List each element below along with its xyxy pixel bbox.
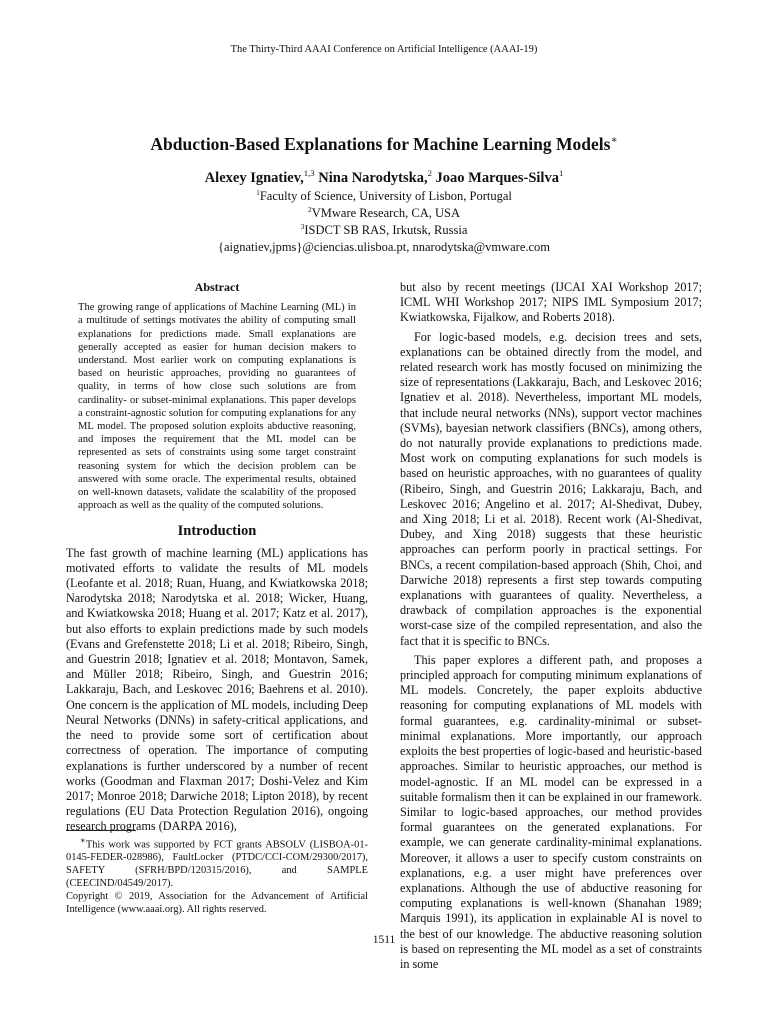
body-paragraph: This paper explores a different path, and proposes a principled approach for computing minimum explanations of ML models. Concretely, the paper exploits abductive reasoning for computing explanations of ML models with formal guarantees, e.g. cardinality-minimal or subset-minimal explanations. More importantly, our approach exploits the best properties of logic-based and heuristic-based approaches. Similar to heuristic approaches, our method is model-agnostic. If an ML model can be expressed in a suitable formalism then it can be explained in our framework. Similar to logic-based approaches, our method provides formal guarantees on the generated explanations. For example, we can generate cardinality-minimal explanations. Moreover, it allows a user to specify custom constraints on explanations, e.g. a user might have preferences over explanations. Although the use of abductive reasoning for computing explanations is well-known (Shanahan 1989; Marquis 1991), its application in explainable AI is novel to the best of our knowledge. The abductive reasoning solution is based on representing the ML model as a set of constraints in some [400,652,702,971]
affiliation [0,205,768,222]
author-name: Alexey Ignatiev, [204,170,304,186]
affiliation [0,188,768,205]
body-paragraph: For logic-based models, e.g. decision trees and sets, explanations can be obtained directly from the model, and related research work has mostly focused on minimizing the size of representations (Lakkaraju, Bach, and Leskovec 2016; Ignatiev et al. 2018). Nevertheless, important ML models, that include neural networks (NNs), support vector machines (SVMs), bayesian network classifiers (BNCs), among others, do not naturally provide explanations to predictions made. Most work on computing explanations for such models is based on heuristic approaches, with no guarantees of quality (Ribeiro, Singh, and Guestrin 2016; Lakkaraju, Bach, and Leskovec 2016; Angelino et al. 2017; Al-Shedivat, Dubey, and Xing 2018; Li et al. 2018). Recent work (Al-Shedivat, Dubey, and Xing 2018) suggests that these heuristic approaches can perform poorly in practical settings. For BNCs, a recent compilation-based approach (Shih, Choi, and Darwiche 2018) represents a first step towards computing explanations with guarantees of quality. Nevertheless, a drawback of compilation approaches is the exponential worst-case size of the compiled representation, and also the fact that it is specific to BNCs. [400,329,702,648]
introduction-heading: Introduction [177,523,257,540]
title-footnote-mark: ∗ [610,135,618,147]
author-name: Joao Marques-Silva [431,170,559,186]
affil-text: ISDCT SB RAS, Irkutsk, Russia [304,223,468,237]
conference-header: The Thirty-Third AAAI Conference on Artificial Intelligence (AAAI-19) [230,44,538,55]
affil-mark: 1 [256,187,260,197]
affil-text: Faculty of Science, University of Lisbon, Portugal [259,189,512,203]
author-affil-mark: 2 [427,168,432,179]
copyright-note: Copyright © 2019, Association for the Advancement of Artificial Intelligence (www.aaai.org). All rights reserved. [66,891,368,916]
right-column [400,280,702,972]
funding-text: This work was supported by FCT grants ABSOLV (LISBOA-01-0145-FEDER-028986), FaultLocker (PTDC/CCI-COM/29300/2017), SAFETY (SFRH/BPD/120315/2016), and SAMPLE (CEECIND/04549/2017). [66,839,368,890]
footnote [66,830,368,916]
page-number: 1511 [372,934,396,946]
author-affil-mark: 1 [558,168,564,179]
affil-mark: 3 [300,221,305,231]
intro-paragraph: The fast growth of machine learning (ML) applications has motivated efforts to validate the results of ML models (Leofante et al. 2018; Ruan, Huang, and Kwiatkowska 2018; Narodytska 2018; Narodytska et al. 2018; Wicker, Huang, and Kwiatkowska 2018; Huang et al. 2017; Katz et al. 2017), but also efforts to explain predictions made by such models (Evans and Grefenstette 2018; Li et al. 2018; Ribeiro, Singh, and Guestrin 2018; Ignatiev et al. 2018; Montavon, Samek, and Müller 2018; Ribeiro, Singh, and Guestrin 2016; Lakkaraju, Bach, and Leskovec 2016; Baehrens et al. 2010). One concern is the application of ML models, including Deep Neural Networks (DNNs) in safety-critical applications, and the need to provide some sort of certification about correctness of operation. The importance of computing explanations is further underscored by a number of recent works (Goodman and Flaxman 2017; Doshi-Velez and Kim 2017; Monroe 2018; Darwiche 2018; Lipton 2018), by recent regulations (EU Data Protection Regulation 2016), ongoing research programs (DARPA 2016), [66,545,368,834]
affil-text: VMware Research, CA, USA [311,206,460,220]
author-affil-mark: 1,3 [303,168,315,179]
affil-mark: 2 [308,204,312,214]
author-list [0,170,768,187]
abstract-text: The growing range of applications of Machine Learning (ML) in a multitude of settings motivates the ability of computing small explanations for predictions made. Small explanations are generally accepted as easier for human decision makers to understand. Most earlier work on computing explanations is based on heuristic approaches, providing no guarantees of quality, in terms of how close such solutions are from cardinality- or subset-minimal explanations. This paper develops a constraint-agnostic solution for computing explanations for any ML model. The proposed solution exploits abductive reasoning, and imposes the requirement that the ML model can be represented as sets of constraints using some target constraint reasoning system for which the decision problem can be answered with some oracle. The experimental results, obtained on well-known datasets, validate the scalability of the proposed approach as well as the quality of the computed solutions. [78,302,356,512]
abstract-heading: Abstract [194,280,240,294]
footnote-rule [66,830,136,831]
title-text: Abduction-Based Explanations for Machine Learning Models [150,134,611,154]
affiliation [0,222,768,239]
funding-note [66,834,368,890]
paper-title [0,134,768,155]
body-paragraph: but also by recent meetings (IJCAI XAI Workshop 2017; ICML WHI Workshop 2017; NIPS IML Symposium 2017; Kwiatkowska, Fijalkow, and Roberts 2018). [400,280,702,325]
footnote-mark: ∗ [80,835,86,845]
author-name: Nina Narodytska, [314,170,428,186]
left-column [66,280,368,835]
author-emails: {aignatiev,jpms}@ciencias.ulisboa.pt, nnarodytska@vmware.com [217,240,551,254]
